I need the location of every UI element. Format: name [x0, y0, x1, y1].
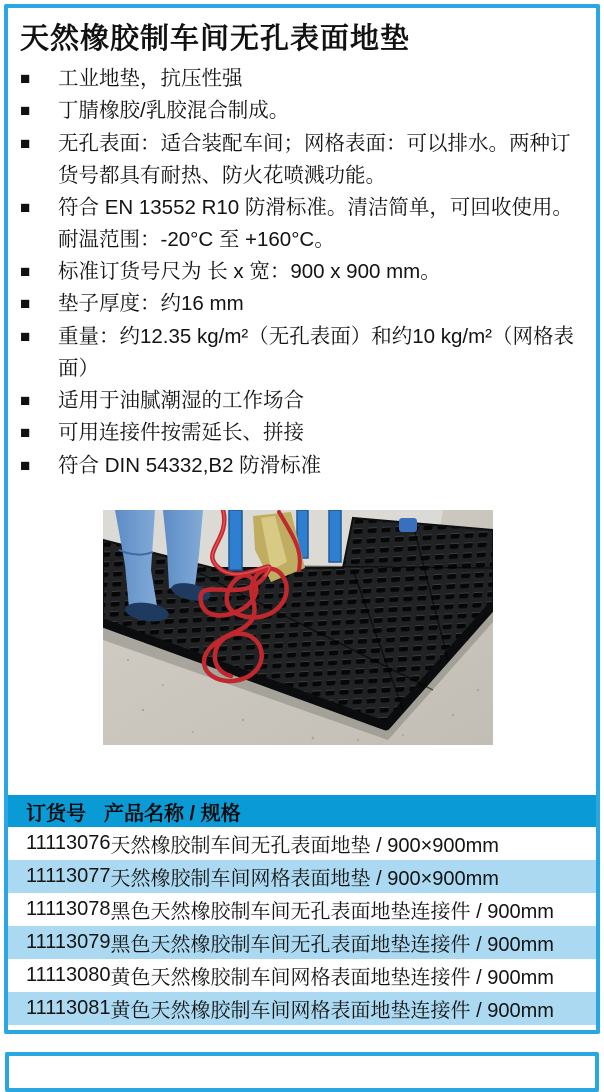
bullet-square-icon: ■ [20, 133, 31, 153]
table-row [8, 959, 596, 992]
page-title: 天然橡胶制车间无孔表面地垫 [20, 23, 411, 55]
bullet-square-icon: ■ [20, 68, 31, 88]
cell-product-name: 天然橡胶制车间无孔表面地垫 / 900×900mm [110, 835, 499, 857]
cell-order-no: 11113077 [26, 865, 111, 887]
photo-illustration [103, 510, 493, 745]
table-row [8, 992, 596, 1025]
cell-order-no: 11113076 [26, 832, 111, 854]
feature-item: ■ 符合 DIN 54332,B2 防滑标准 [20, 450, 586, 483]
feature-item: ■ 丁腈橡胶/乳胶混合制成。 [20, 95, 586, 128]
bullet-square-icon: ■ [20, 294, 31, 314]
bullet-square-icon: ■ [20, 326, 31, 346]
bullet-square-icon: ■ [20, 455, 31, 475]
bullet-square-icon: ■ [20, 197, 31, 217]
feature-item: ■ 垫子厚度：约16 mm [20, 288, 586, 321]
feature-item: ■ 可用连接件按需延长、拼接 [20, 417, 586, 450]
bullet-square-icon: ■ [20, 261, 31, 281]
cell-order-no: 11113079 [26, 931, 111, 953]
cell-order-no: 11113080 [26, 964, 111, 986]
cell-product-name: 黄色天然橡胶制车间网格表面地垫连接件 / 900mm [110, 967, 554, 989]
order-table [8, 795, 596, 1025]
cell-product-name: 黑色天然橡胶制车间无孔表面地垫连接件 / 900mm [110, 901, 554, 923]
cell-product-name: 天然橡胶制车间网格表面地垫 / 900×900mm [110, 868, 499, 890]
bullet-square-icon: ■ [20, 423, 31, 443]
bullet-square-icon: ■ [20, 390, 31, 410]
cell-product-name: 黄色天然橡胶制车间网格表面地垫连接件 / 900mm [110, 1000, 554, 1022]
next-section-box [5, 1052, 599, 1092]
table-row [8, 827, 596, 860]
feature-item: ■ 工业地垫，抗压性强 [20, 63, 586, 96]
table-row [8, 926, 596, 959]
feature-item: ■ 符合 EN 13552 R10 防滑标准。清洁简单，可回收使用。耐温范围：-20°C 至 +160°C。 [20, 192, 586, 256]
feature-list [20, 63, 586, 483]
feature-item: ■ 标准订货号尺为 长 x 宽：900 x 900 mm。 [20, 256, 586, 289]
feature-item: ■ 重量：约12.35 kg/m²（无孔表面）和约10 kg/m²（网格表面） [20, 321, 586, 385]
table-header [8, 795, 596, 827]
header-cell-order-no: 订货号 [26, 802, 86, 825]
cell-product-name: 黑色天然橡胶制车间无孔表面地垫连接件 / 900mm [110, 934, 554, 956]
product-photo [103, 510, 493, 745]
bullet-square-icon: ■ [20, 101, 31, 121]
header-cell-product-name: 产品名称 / 规格 [104, 802, 241, 825]
feature-item: ■ 无孔表面：适合装配车间；网格表面：可以排水。两种订货号都具有耐热、防火花喷溅功能。 [20, 128, 586, 192]
cell-order-no: 11113078 [26, 898, 111, 920]
table-row [8, 860, 596, 893]
table-row [8, 893, 596, 926]
product-card [4, 4, 600, 1034]
cell-order-no: 11113081 [26, 997, 111, 1019]
feature-item: ■ 适用于油腻潮湿的工作场合 [20, 385, 586, 418]
